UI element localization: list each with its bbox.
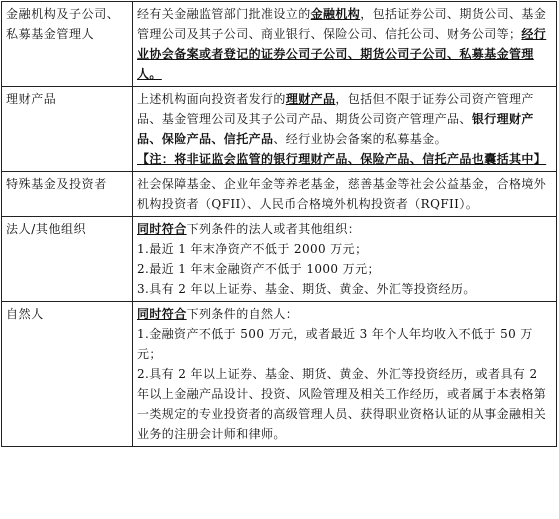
category-cell: 自然人: [2, 302, 133, 447]
description-text: 经行业协会备案或者登记的证券公司子公司、期货公司子公司、私募基金管理人。: [137, 27, 547, 81]
description-text: 、经行业协会备案的私募基金。: [273, 132, 448, 146]
investor-table: [1, 1, 557, 447]
investor-table-body: [2, 2, 557, 447]
category-cell: 法人/其他组织: [2, 217, 133, 302]
description-text: 同时符合: [137, 222, 187, 236]
table-row: [2, 2, 557, 87]
description-text: 下列条件的自然人：: [186, 307, 299, 321]
description-text: 经有关金融监管部门批准设立的: [137, 7, 311, 21]
description-cell: [133, 217, 557, 302]
description-cell: [133, 2, 557, 87]
description-text: 上述机构面向投资者发行的: [137, 92, 286, 106]
table-row: [2, 302, 557, 447]
description-text: ，包括但不限于证券公司资产管理产品、基金管理公司及其子公司产品、期货公司资产管理产品、: [137, 92, 534, 126]
table-row: [2, 87, 557, 172]
description-cell: [133, 172, 557, 217]
description-text: 1.金融资产不低于 500 万元，或者最近 3 年个人年均收入不低于 50 万元；: [137, 327, 533, 361]
description-text: 下列条件的法人或者其他组织：: [186, 222, 361, 236]
description-cell: [133, 87, 557, 172]
description-text: 1.最近 1 年末净资产不低于 2000 万元；: [137, 242, 368, 256]
description-text: 银行理财产品、保险产品、信托产品: [137, 112, 534, 146]
description-cell: [133, 302, 557, 447]
table-row: [2, 172, 557, 217]
category-cell: 金融机构及子公司、私募基金管理人: [2, 2, 133, 87]
category-cell: 特殊基金及投资者: [2, 172, 133, 217]
description-text: 2.最近 1 年末金融资产不低于 1000 万元；: [137, 262, 380, 276]
description-text: 3.具有 2 年以上证券、基金、期货、黄金、外汇等投资经历。: [137, 282, 476, 296]
description-text: 金融机构: [310, 7, 361, 21]
description-text: 2.具有 2 年以上证券、基金、期货、黄金、外汇等投资经历，或者具有 2 年以上金融产品设计、投资、风险管理及相关工作经历，或者属于本表格第一类规定的专业投资者的高级管理人员、获得职业资格认证的从事金融相关业务的注册会计师和律师。: [137, 367, 547, 441]
description-text: ，包括证券公司、期货公司、基金管理公司及其子公司、商业银行、保险公司、信托公司、财务公司等；: [137, 7, 547, 41]
description-text: 理财产品: [285, 92, 336, 106]
category-cell: 理财产品: [2, 87, 133, 172]
description-text: 社会保障基金、企业年金等养老基金，慈善基金等社会公益基金，合格境外机构投资者（QFII）、人民币合格境外机构投资者（RQFII）。: [137, 177, 547, 211]
description-text: 【注：将非证监会监管的银行理财产品、保险产品、信托产品也囊括其中】: [137, 152, 547, 166]
table-row: [2, 217, 557, 302]
description-text: 同时符合: [137, 307, 187, 321]
